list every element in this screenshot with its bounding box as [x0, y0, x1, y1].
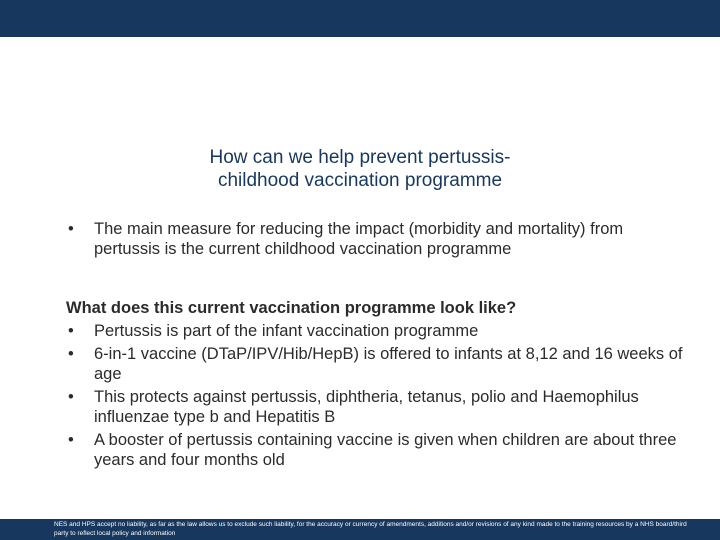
list-item	[66, 387, 691, 427]
list-item	[58, 219, 678, 259]
slide-title-line-1: How can we help prevent pertussis-	[209, 147, 511, 168]
section-heading: What does this current vaccination programme look like?	[66, 299, 517, 317]
bullet-text: The main measure for reducing the impact (morbidity and mortality) from pertussis is the current childhood vaccination programme	[94, 220, 624, 258]
list-item	[66, 321, 691, 341]
bullet-icon: •	[68, 345, 74, 363]
header-bar	[0, 0, 720, 37]
bullet-text: Pertussis is part of the infant vaccination programme	[94, 322, 479, 340]
slide-title-line-2: childhood vaccination programme	[217, 170, 503, 191]
slide-title	[110, 146, 610, 192]
bullet-text: This protects against pertussis, diphtheria, tetanus, polio and Haemophilus influenzae type b and Hepatitis B	[94, 388, 639, 426]
programme-section	[66, 298, 691, 473]
bullet-icon: •	[68, 388, 74, 406]
intro-section	[58, 219, 678, 262]
bullet-text: 6-in-1 vaccine (DTaP/IPV/Hib/HepB) is offered to infants at 8,12 and 16 weeks of age	[94, 345, 683, 383]
footer-disclaimer: NES and HPS accept no liability, as far as the law allows us to exclude such liability, for the accuracy or currency of amendments, additions and/or revisions of any kind made to the training resources by a NHS board/third party to reflect local policy and information	[54, 521, 687, 537]
bullet-icon: •	[68, 322, 74, 340]
list-item	[66, 344, 691, 384]
bullet-icon: •	[68, 220, 74, 238]
programme-bullet-list	[66, 321, 691, 470]
bullet-icon: •	[68, 431, 74, 449]
bullet-text: A booster of pertussis containing vaccine is given when children are about three years and four months old	[94, 431, 677, 469]
list-item	[66, 430, 691, 470]
intro-bullet-list	[58, 219, 678, 259]
